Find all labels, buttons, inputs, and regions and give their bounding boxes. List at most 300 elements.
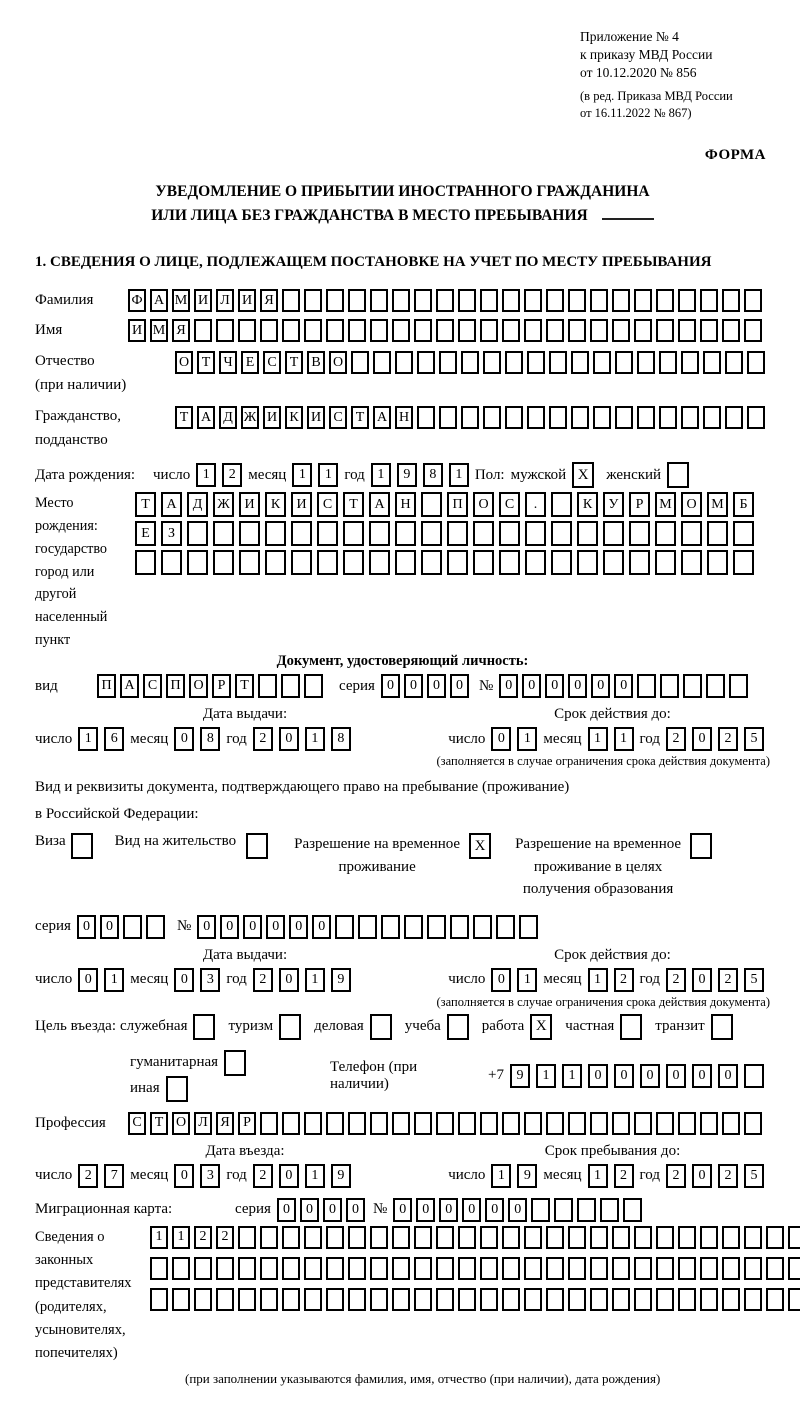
form-cell[interactable]: 0 — [174, 968, 194, 992]
form-cell[interactable] — [381, 915, 400, 939]
form-cell[interactable]: 2 — [614, 1164, 634, 1188]
form-cell[interactable]: У — [603, 492, 624, 517]
form-cell[interactable] — [458, 289, 476, 312]
form-cell[interactable]: 0 — [279, 727, 299, 751]
form-cell[interactable]: С — [317, 492, 338, 517]
form-cell[interactable]: 0 — [614, 674, 633, 698]
form-cell[interactable] — [404, 915, 423, 939]
form-cell[interactable] — [282, 1288, 300, 1311]
form-cell[interactable] — [502, 289, 520, 312]
form-cell[interactable] — [348, 319, 366, 342]
form-cell[interactable]: Ж — [213, 492, 234, 517]
form-cell[interactable] — [660, 674, 679, 698]
form-cell[interactable] — [637, 351, 655, 374]
form-cell[interactable]: 0 — [100, 915, 119, 939]
form-cell[interactable]: Л — [194, 1112, 212, 1135]
form-cell[interactable] — [546, 1257, 564, 1280]
form-cell[interactable]: А — [150, 289, 168, 312]
form-cell[interactable] — [703, 406, 721, 429]
form-cell[interactable]: 0 — [174, 1164, 194, 1188]
form-cell[interactable] — [414, 1288, 432, 1311]
form-cell[interactable] — [260, 1257, 278, 1280]
form-cell[interactable] — [436, 1226, 454, 1249]
form-cell[interactable]: 3 — [200, 968, 220, 992]
form-cell[interactable] — [551, 492, 572, 517]
form-cell[interactable]: К — [577, 492, 598, 517]
form-cell[interactable]: 5 — [744, 968, 764, 992]
form-cell[interactable] — [690, 833, 712, 859]
form-cell[interactable] — [213, 521, 234, 546]
form-cell[interactable]: 0 — [692, 968, 712, 992]
form-cell[interactable] — [473, 915, 492, 939]
form-cell[interactable]: 5 — [744, 727, 764, 751]
form-cell[interactable]: 1 — [588, 727, 608, 751]
form-cell[interactable] — [414, 1226, 432, 1249]
form-cell[interactable] — [447, 550, 468, 575]
form-cell[interactable] — [603, 550, 624, 575]
form-cell[interactable]: И — [291, 492, 312, 517]
form-cell[interactable]: X — [572, 462, 594, 488]
form-cell[interactable] — [722, 1226, 740, 1249]
form-cell[interactable] — [417, 406, 435, 429]
form-cell[interactable] — [216, 1288, 234, 1311]
form-cell[interactable] — [502, 1226, 520, 1249]
form-cell[interactable] — [505, 406, 523, 429]
form-cell[interactable] — [549, 351, 567, 374]
form-cell[interactable] — [744, 1064, 764, 1088]
form-cell[interactable] — [744, 289, 762, 312]
form-cell[interactable] — [304, 1226, 322, 1249]
form-cell[interactable]: 0 — [404, 674, 423, 698]
form-cell[interactable]: Т — [235, 674, 254, 698]
form-cell[interactable] — [593, 351, 611, 374]
form-cell[interactable] — [194, 1288, 212, 1311]
form-cell[interactable] — [678, 319, 696, 342]
form-cell[interactable] — [258, 674, 277, 698]
form-cell[interactable] — [161, 550, 182, 575]
form-cell[interactable]: М — [707, 492, 728, 517]
form-cell[interactable] — [549, 406, 567, 429]
form-cell[interactable] — [722, 289, 740, 312]
form-cell[interactable]: 1 — [588, 968, 608, 992]
form-cell[interactable]: 0 — [588, 1064, 608, 1088]
form-cell[interactable] — [436, 319, 454, 342]
form-cell[interactable]: М — [150, 319, 168, 342]
form-cell[interactable] — [659, 406, 677, 429]
form-cell[interactable] — [637, 406, 655, 429]
form-cell[interactable] — [496, 915, 515, 939]
form-cell[interactable] — [519, 915, 538, 939]
form-cell[interactable] — [634, 1226, 652, 1249]
form-cell[interactable] — [524, 319, 542, 342]
form-cell[interactable] — [213, 550, 234, 575]
form-cell[interactable]: С — [499, 492, 520, 517]
form-cell[interactable] — [480, 1288, 498, 1311]
form-cell[interactable] — [282, 289, 300, 312]
form-cell[interactable]: 1 — [292, 463, 312, 487]
form-cell[interactable] — [612, 1112, 630, 1135]
form-cell[interactable] — [502, 1112, 520, 1135]
form-cell[interactable]: 0 — [243, 915, 262, 939]
form-cell[interactable]: А — [161, 492, 182, 517]
form-cell[interactable]: 0 — [450, 674, 469, 698]
form-cell[interactable] — [678, 289, 696, 312]
form-cell[interactable] — [135, 550, 156, 575]
form-cell[interactable]: И — [194, 289, 212, 312]
form-cell[interactable] — [351, 351, 369, 374]
form-cell[interactable] — [260, 1288, 278, 1311]
form-cell[interactable] — [450, 915, 469, 939]
form-cell[interactable]: О — [172, 1112, 190, 1135]
form-cell[interactable]: М — [655, 492, 676, 517]
form-cell[interactable] — [655, 521, 676, 546]
form-cell[interactable] — [71, 833, 93, 859]
form-cell[interactable] — [568, 1288, 586, 1311]
form-cell[interactable] — [317, 550, 338, 575]
form-cell[interactable]: Д — [187, 492, 208, 517]
form-cell[interactable] — [722, 1288, 740, 1311]
form-cell[interactable]: 0 — [220, 915, 239, 939]
form-cell[interactable] — [392, 319, 410, 342]
form-cell[interactable] — [282, 1112, 300, 1135]
form-cell[interactable]: 0 — [300, 1198, 319, 1222]
form-cell[interactable] — [370, 1257, 388, 1280]
form-cell[interactable] — [733, 521, 754, 546]
form-cell[interactable] — [681, 406, 699, 429]
form-cell[interactable] — [744, 319, 762, 342]
form-cell[interactable] — [461, 351, 479, 374]
form-cell[interactable] — [414, 319, 432, 342]
form-cell[interactable]: 1 — [172, 1226, 190, 1249]
form-cell[interactable]: П — [97, 674, 116, 698]
form-cell[interactable]: 0 — [568, 674, 587, 698]
form-cell[interactable] — [172, 1288, 190, 1311]
form-cell[interactable] — [725, 351, 743, 374]
form-cell[interactable] — [238, 1226, 256, 1249]
form-cell[interactable] — [150, 1257, 168, 1280]
form-cell[interactable] — [729, 674, 748, 698]
form-cell[interactable]: М — [172, 289, 190, 312]
form-cell[interactable] — [282, 1226, 300, 1249]
form-cell[interactable]: 7 — [104, 1164, 124, 1188]
form-cell[interactable] — [615, 351, 633, 374]
form-cell[interactable]: 1 — [517, 727, 537, 751]
option-checkbox[interactable] — [224, 1050, 246, 1076]
form-cell[interactable]: 9 — [397, 463, 417, 487]
form-cell[interactable] — [700, 1112, 718, 1135]
form-cell[interactable]: 1 — [150, 1226, 168, 1249]
form-cell[interactable] — [317, 521, 338, 546]
form-cell[interactable] — [194, 1257, 212, 1280]
form-cell[interactable] — [473, 521, 494, 546]
form-cell[interactable] — [656, 1226, 674, 1249]
form-cell[interactable] — [590, 1226, 608, 1249]
form-cell[interactable] — [216, 1257, 234, 1280]
form-cell[interactable] — [524, 289, 542, 312]
form-cell[interactable] — [447, 521, 468, 546]
form-cell[interactable] — [238, 319, 256, 342]
form-cell[interactable] — [681, 550, 702, 575]
form-cell[interactable] — [551, 550, 572, 575]
form-cell[interactable] — [480, 319, 498, 342]
form-cell[interactable] — [681, 521, 702, 546]
form-cell[interactable] — [458, 1257, 476, 1280]
form-cell[interactable]: 0 — [289, 915, 308, 939]
form-cell[interactable] — [593, 406, 611, 429]
form-cell[interactable] — [683, 674, 702, 698]
form-cell[interactable] — [238, 1288, 256, 1311]
form-cell[interactable]: Т — [175, 406, 193, 429]
form-cell[interactable]: 0 — [279, 968, 299, 992]
form-cell[interactable] — [571, 406, 589, 429]
form-cell[interactable] — [505, 351, 523, 374]
form-cell[interactable] — [634, 1288, 652, 1311]
form-cell[interactable]: 2 — [718, 727, 738, 751]
form-cell[interactable] — [187, 550, 208, 575]
form-cell[interactable] — [370, 319, 388, 342]
form-cell[interactable]: 0 — [174, 727, 194, 751]
form-cell[interactable] — [612, 319, 630, 342]
form-cell[interactable]: 2 — [718, 1164, 738, 1188]
form-cell[interactable]: С — [128, 1112, 146, 1135]
form-cell[interactable] — [590, 319, 608, 342]
form-cell[interactable] — [326, 319, 344, 342]
form-cell[interactable]: А — [369, 492, 390, 517]
form-cell[interactable] — [282, 319, 300, 342]
form-cell[interactable] — [568, 1112, 586, 1135]
form-cell[interactable] — [260, 319, 278, 342]
form-cell[interactable] — [326, 1288, 344, 1311]
form-cell[interactable] — [766, 1288, 784, 1311]
option-checkbox[interactable] — [279, 1014, 301, 1040]
form-cell[interactable] — [369, 521, 390, 546]
form-cell[interactable] — [239, 521, 260, 546]
form-cell[interactable] — [417, 351, 435, 374]
form-cell[interactable]: 1 — [562, 1064, 582, 1088]
form-cell[interactable]: 9 — [331, 968, 351, 992]
form-cell[interactable] — [744, 1288, 762, 1311]
form-cell[interactable]: 8 — [200, 727, 220, 751]
form-cell[interactable] — [546, 1288, 564, 1311]
form-cell[interactable]: 0 — [666, 1064, 686, 1088]
form-cell[interactable] — [414, 289, 432, 312]
form-cell[interactable]: К — [285, 406, 303, 429]
form-cell[interactable]: 0 — [692, 1164, 712, 1188]
form-cell[interactable]: 1 — [371, 463, 391, 487]
form-cell[interactable] — [335, 915, 354, 939]
form-cell[interactable]: С — [263, 351, 281, 374]
form-cell[interactable] — [150, 1288, 168, 1311]
form-cell[interactable]: И — [128, 319, 146, 342]
form-cell[interactable] — [326, 1226, 344, 1249]
form-cell[interactable] — [744, 1257, 762, 1280]
form-cell[interactable]: 2 — [666, 1164, 686, 1188]
form-cell[interactable] — [623, 1198, 642, 1222]
form-cell[interactable]: О — [681, 492, 702, 517]
form-cell[interactable]: Я — [172, 319, 190, 342]
form-cell[interactable] — [629, 550, 650, 575]
form-cell[interactable] — [747, 406, 765, 429]
form-cell[interactable]: 2 — [666, 727, 686, 751]
form-cell[interactable] — [304, 289, 322, 312]
form-cell[interactable]: О — [473, 492, 494, 517]
form-cell[interactable]: И — [263, 406, 281, 429]
form-cell[interactable] — [483, 406, 501, 429]
form-cell[interactable]: И — [307, 406, 325, 429]
form-cell[interactable]: Р — [212, 674, 231, 698]
form-cell[interactable]: 2 — [253, 1164, 273, 1188]
form-cell[interactable]: 0 — [545, 674, 564, 698]
form-cell[interactable]: 0 — [499, 674, 518, 698]
form-cell[interactable] — [590, 1112, 608, 1135]
form-cell[interactable] — [678, 1112, 696, 1135]
form-cell[interactable] — [480, 1226, 498, 1249]
form-cell[interactable] — [194, 319, 212, 342]
form-cell[interactable]: 9 — [510, 1064, 530, 1088]
form-cell[interactable]: 1 — [491, 1164, 511, 1188]
form-cell[interactable] — [700, 1257, 718, 1280]
form-cell[interactable]: Р — [629, 492, 650, 517]
form-cell[interactable] — [612, 1288, 630, 1311]
form-cell[interactable]: 0 — [197, 915, 216, 939]
form-cell[interactable] — [590, 1288, 608, 1311]
form-cell[interactable] — [568, 1226, 586, 1249]
form-cell[interactable] — [238, 1257, 256, 1280]
form-cell[interactable] — [265, 521, 286, 546]
form-cell[interactable] — [590, 1257, 608, 1280]
form-cell[interactable] — [766, 1257, 784, 1280]
form-cell[interactable] — [392, 289, 410, 312]
form-cell[interactable]: 1 — [318, 463, 338, 487]
form-cell[interactable]: Б — [733, 492, 754, 517]
form-cell[interactable] — [707, 521, 728, 546]
form-cell[interactable] — [678, 1257, 696, 1280]
option-checkbox[interactable]: X — [530, 1014, 552, 1040]
form-cell[interactable]: 9 — [331, 1164, 351, 1188]
form-cell[interactable] — [546, 1226, 564, 1249]
form-cell[interactable]: 1 — [588, 1164, 608, 1188]
form-cell[interactable]: 0 — [439, 1198, 458, 1222]
form-cell[interactable] — [480, 1257, 498, 1280]
form-cell[interactable] — [568, 289, 586, 312]
form-cell[interactable] — [577, 550, 598, 575]
form-cell[interactable] — [458, 1112, 476, 1135]
form-cell[interactable] — [458, 319, 476, 342]
form-cell[interactable] — [281, 674, 300, 698]
form-cell[interactable]: 2 — [216, 1226, 234, 1249]
form-cell[interactable] — [304, 674, 323, 698]
form-cell[interactable]: 0 — [462, 1198, 481, 1222]
form-cell[interactable]: 1 — [104, 968, 124, 992]
form-cell[interactable] — [436, 1112, 454, 1135]
form-cell[interactable]: 0 — [393, 1198, 412, 1222]
form-cell[interactable] — [395, 550, 416, 575]
form-cell[interactable] — [499, 550, 520, 575]
form-cell[interactable] — [369, 550, 390, 575]
form-cell[interactable] — [348, 1288, 366, 1311]
form-cell[interactable] — [600, 1198, 619, 1222]
form-cell[interactable] — [656, 1112, 674, 1135]
form-cell[interactable] — [326, 289, 344, 312]
form-cell[interactable] — [546, 1112, 564, 1135]
form-cell[interactable]: И — [238, 289, 256, 312]
form-cell[interactable]: 0 — [522, 674, 541, 698]
form-cell[interactable] — [525, 550, 546, 575]
form-cell[interactable] — [370, 1226, 388, 1249]
form-cell[interactable] — [744, 1112, 762, 1135]
form-cell[interactable]: 0 — [266, 915, 285, 939]
form-cell[interactable]: 0 — [277, 1198, 296, 1222]
form-cell[interactable] — [546, 319, 564, 342]
form-cell[interactable]: 0 — [692, 727, 712, 751]
form-cell[interactable] — [480, 1112, 498, 1135]
form-cell[interactable]: Т — [150, 1112, 168, 1135]
form-cell[interactable] — [146, 915, 165, 939]
form-cell[interactable]: 0 — [78, 968, 98, 992]
form-cell[interactable]: Ж — [241, 406, 259, 429]
form-cell[interactable]: 8 — [331, 727, 351, 751]
form-cell[interactable] — [172, 1257, 190, 1280]
form-cell[interactable]: 1 — [536, 1064, 556, 1088]
form-cell[interactable]: 2 — [718, 968, 738, 992]
form-cell[interactable] — [707, 550, 728, 575]
form-cell[interactable]: 0 — [427, 674, 446, 698]
form-cell[interactable]: 0 — [77, 915, 96, 939]
form-cell[interactable] — [502, 1288, 520, 1311]
form-cell[interactable] — [706, 674, 725, 698]
form-cell[interactable]: Я — [216, 1112, 234, 1135]
form-cell[interactable] — [577, 1198, 596, 1222]
form-cell[interactable] — [788, 1226, 800, 1249]
form-cell[interactable]: 1 — [305, 1164, 325, 1188]
option-checkbox[interactable] — [193, 1014, 215, 1040]
form-cell[interactable] — [439, 351, 457, 374]
form-cell[interactable]: 0 — [381, 674, 400, 698]
form-cell[interactable] — [348, 1112, 366, 1135]
form-cell[interactable] — [612, 289, 630, 312]
form-cell[interactable] — [722, 1112, 740, 1135]
form-cell[interactable] — [766, 1226, 784, 1249]
form-cell[interactable] — [590, 289, 608, 312]
form-cell[interactable]: А — [197, 406, 215, 429]
form-cell[interactable]: 0 — [692, 1064, 712, 1088]
form-cell[interactable]: 0 — [323, 1198, 342, 1222]
form-cell[interactable]: И — [239, 492, 260, 517]
form-cell[interactable] — [499, 521, 520, 546]
form-cell[interactable] — [788, 1288, 800, 1311]
form-cell[interactable] — [667, 462, 689, 488]
form-cell[interactable] — [246, 833, 268, 859]
form-cell[interactable]: 6 — [104, 727, 124, 751]
form-cell[interactable]: 2 — [614, 968, 634, 992]
form-cell[interactable] — [656, 1257, 674, 1280]
form-cell[interactable] — [634, 1257, 652, 1280]
form-cell[interactable] — [187, 521, 208, 546]
form-cell[interactable]: Е — [241, 351, 259, 374]
form-cell[interactable] — [370, 1112, 388, 1135]
form-cell[interactable] — [392, 1112, 410, 1135]
form-cell[interactable] — [571, 351, 589, 374]
option-checkbox[interactable] — [166, 1076, 188, 1102]
form-cell[interactable] — [744, 1226, 762, 1249]
option-checkbox[interactable] — [711, 1014, 733, 1040]
form-cell[interactable]: 2 — [253, 968, 273, 992]
form-cell[interactable] — [439, 406, 457, 429]
form-cell[interactable] — [421, 492, 442, 517]
form-cell[interactable] — [656, 319, 674, 342]
form-cell[interactable] — [551, 521, 572, 546]
form-cell[interactable] — [681, 351, 699, 374]
